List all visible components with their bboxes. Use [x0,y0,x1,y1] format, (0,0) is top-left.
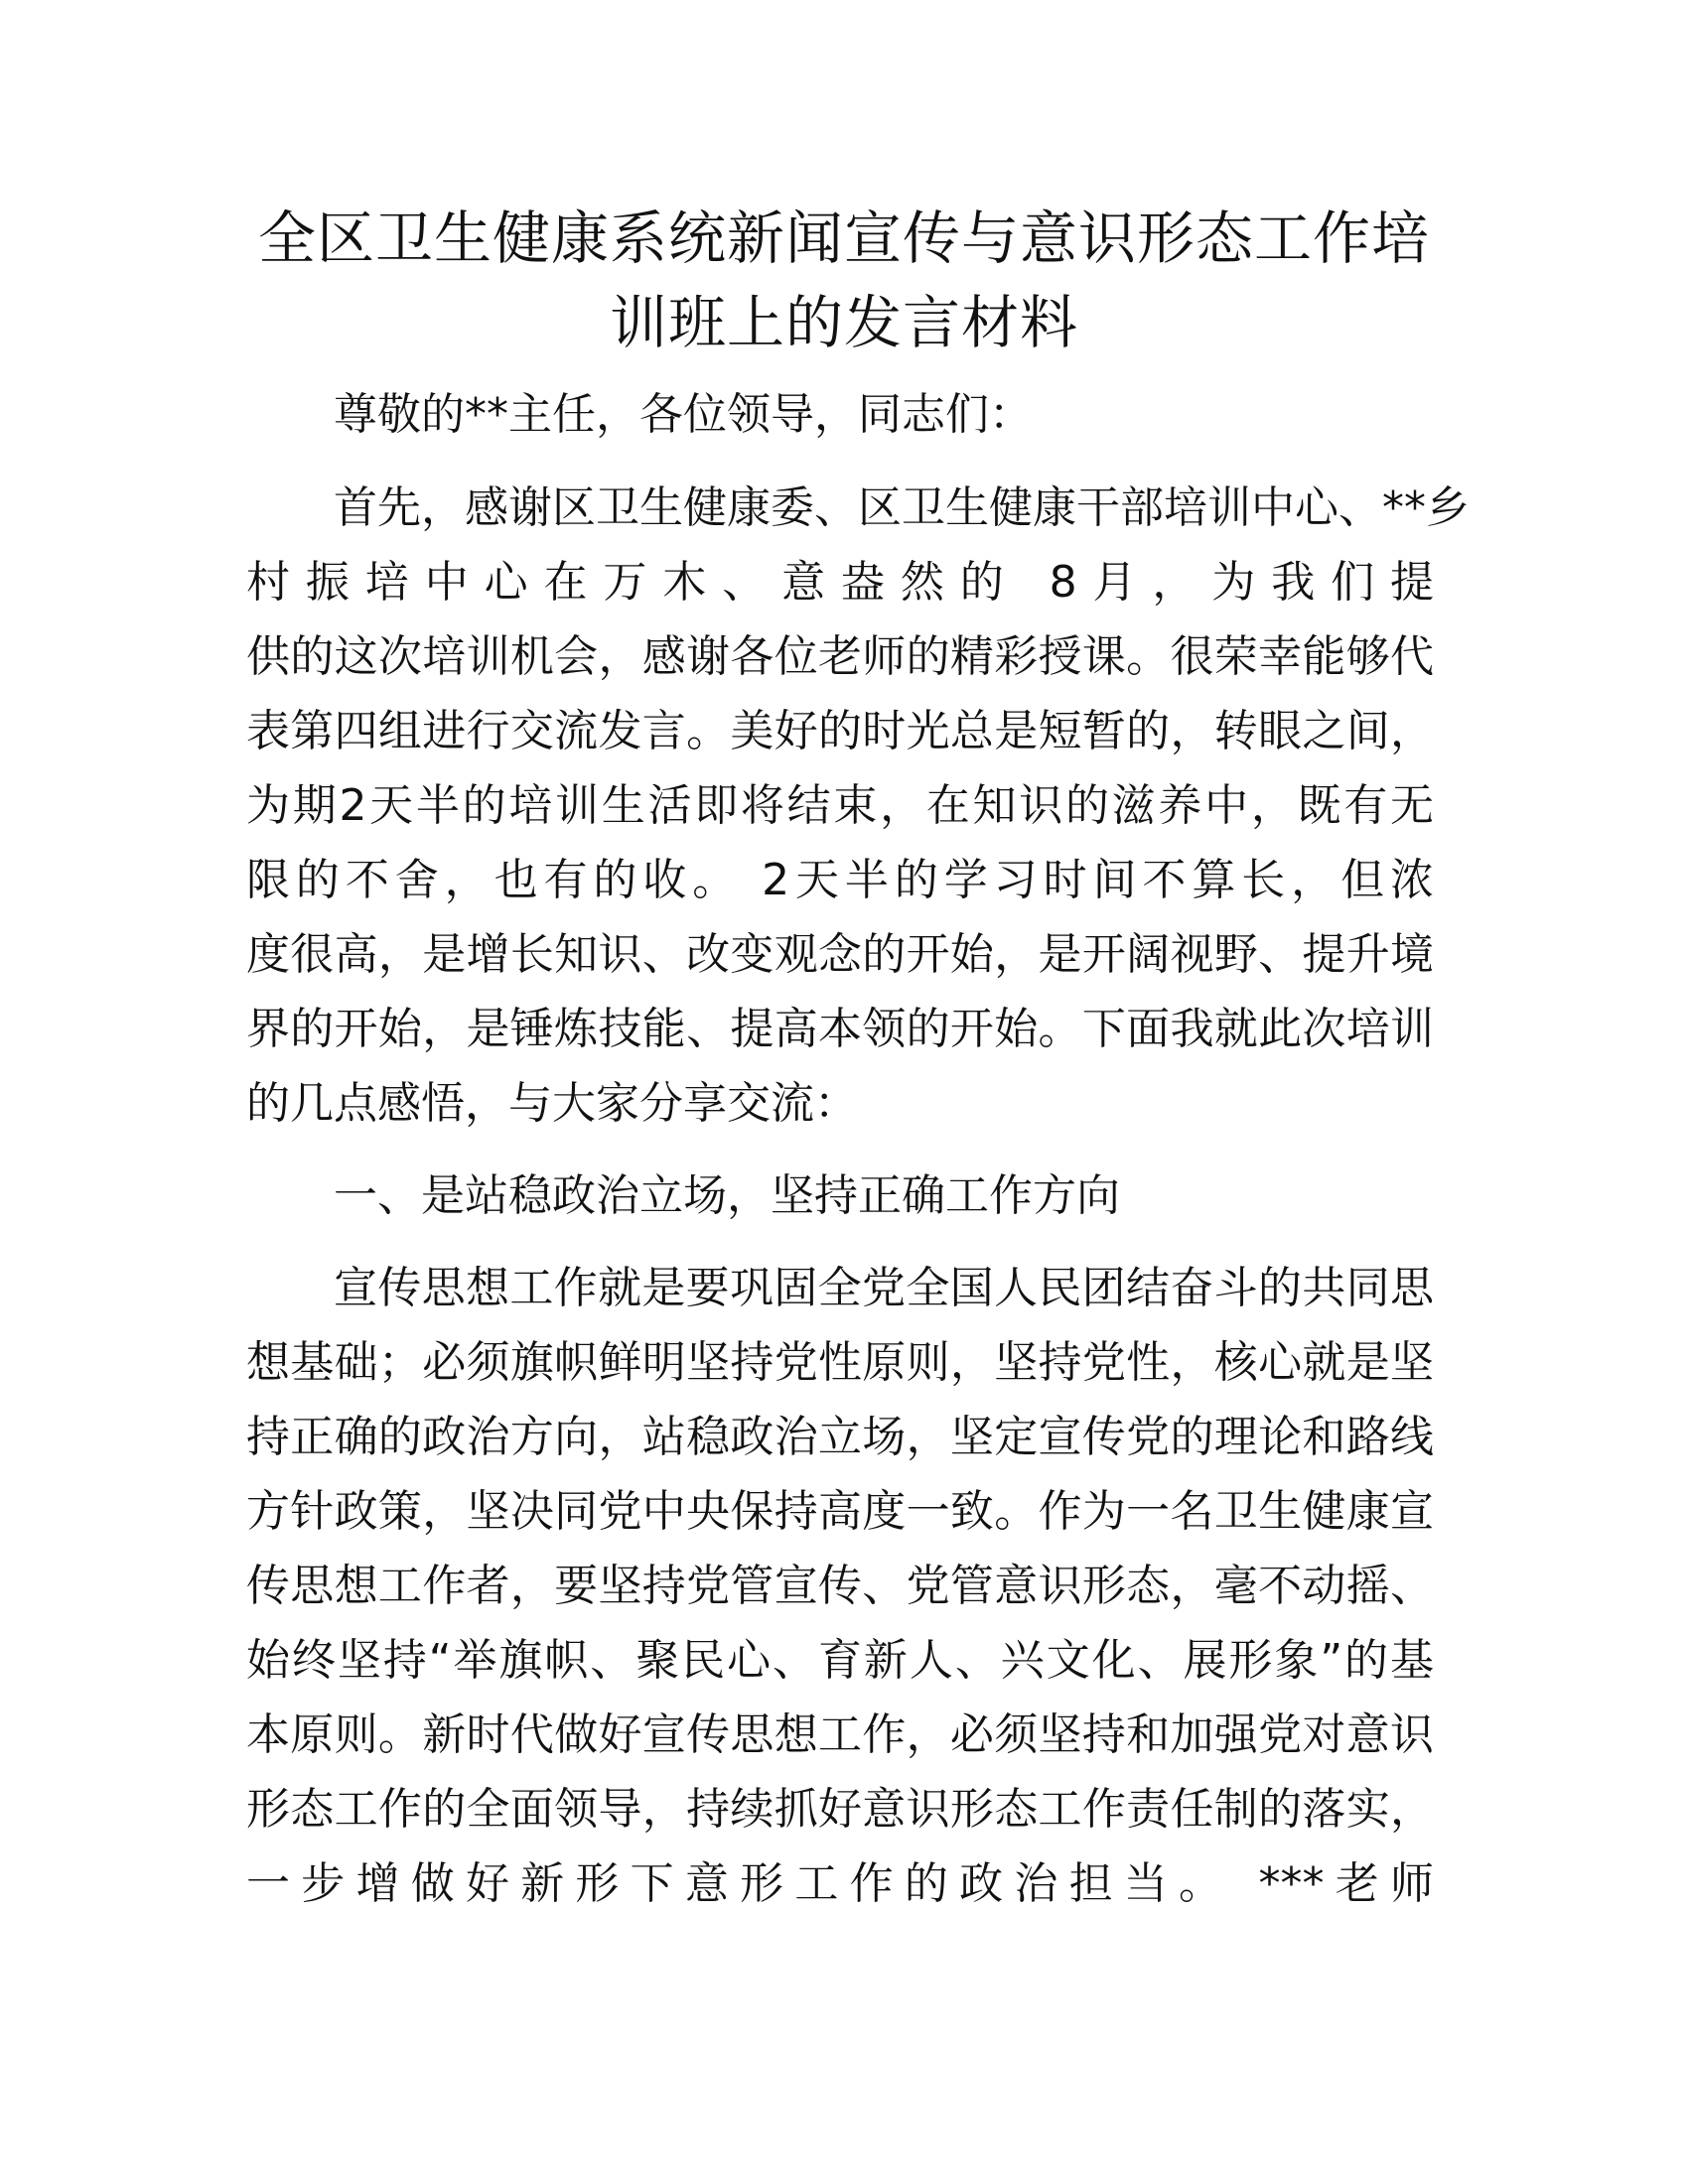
body-line: 始终坚持“举旗帜、聚民心、育新人、兴文化、展形象”的基 [246,1635,1434,1686]
body-line: 的几点感悟，与大家分享交流： [246,1078,858,1129]
body-line: 形态工作的全面领导，持续抓好意识形态工作责任制的落实， [246,1784,1434,1835]
body-line: 本原则。新时代做好宣传思想工作，必须坚持和加强党对意识 [246,1709,1434,1760]
body-line: 村振培中心在万木、意盎然的 8月，为我们提 [246,557,1434,608]
body-line: 为期2天半的培训生活即将结束，在知识的滋养中，既有无 [246,780,1434,831]
body-line: 限的不舍，也有的收。 2天半的学习时间不算长，但浓 [246,855,1434,905]
body-line: 想基础；必须旗帜鲜明坚持党性原则，坚持党性，核心就是坚 [246,1337,1434,1388]
body-line: 首先，感谢区卫生健康委、区卫生健康干部培训中心、**乡 [334,482,1470,533]
section-heading: 一、是站稳政治立场，坚持正确工作方向 [334,1170,1120,1221]
document-title-line-1: 全区卫生健康系统新闻宣传与意识形态工作培 [257,205,1430,272]
body-line: 持正确的政治方向，站稳政治立场，坚定宣传党的理论和路线 [246,1412,1434,1462]
body-line: 界的开始，是锤炼技能、提高本领的开始。下面我就此次培训 [246,1004,1434,1054]
body-line: 供的这次培训机会，感谢各位老师的精彩授课。很荣幸能够代 [246,631,1434,682]
body-line: 传思想工作者，要坚持党管宣传、党管意识形态，毫不动摇、 [246,1561,1434,1611]
body-line: 方针政策，坚决同党中央保持高度一致。作为一名卫生健康宣 [246,1486,1434,1537]
document-title-line-2: 训班上的发言材料 [609,289,1078,356]
body-line: 一步增做好新形下意形工作的政治担当。 ***老师 [246,1858,1434,1909]
body-line: 宣传思想工作就是要巩固全党全国人民团结奋斗的共同思 [334,1263,1434,1313]
greeting: 尊敬的**主任，各位领导，同志们： [334,389,1033,440]
body-line: 表第四组进行交流发言。美好的时光总是短暂的，转眼之间， [246,706,1434,756]
body-line: 度很高，是增长知识、改变观念的开始，是开阔视野、提升境 [246,929,1434,980]
